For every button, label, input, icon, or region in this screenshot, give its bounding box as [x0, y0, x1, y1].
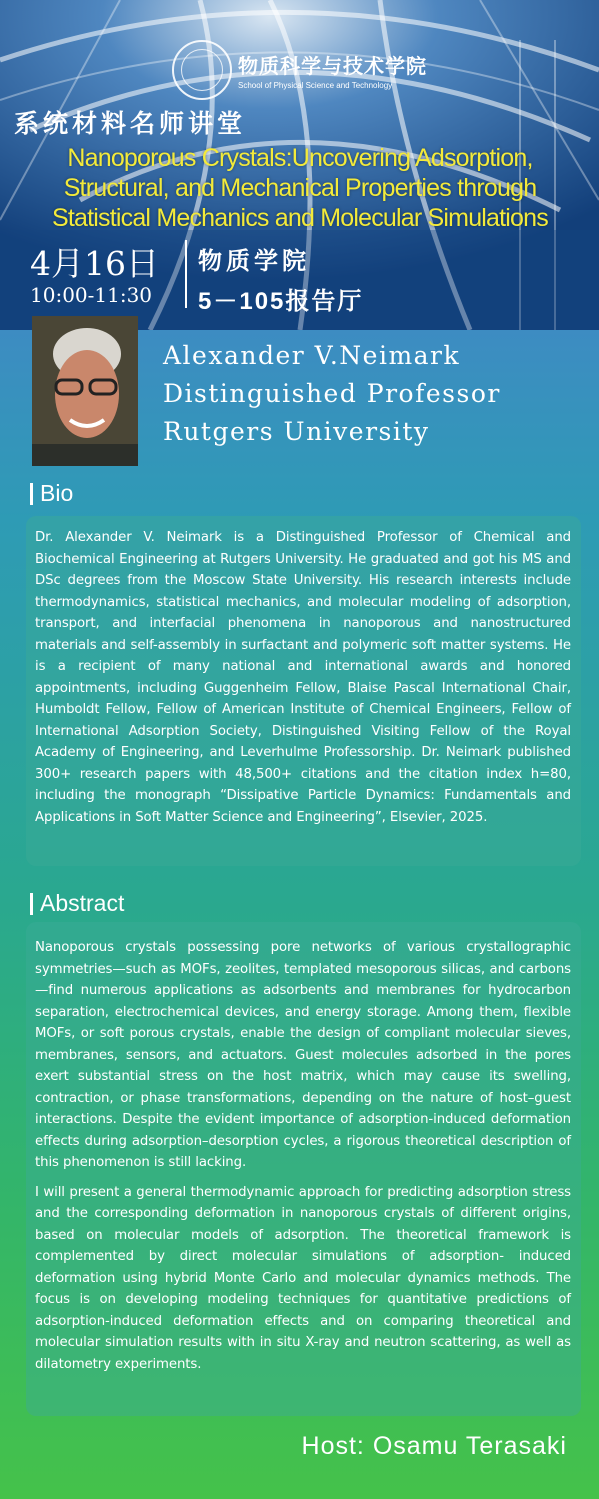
abstract-paragraph-1: Nanoporous crystals possessing pore networks of various crystallographic symmetries—such as MOFs, zeolites, templated mesoporous silicas, and carbons—find numerous applications as adsorbents and membranes for hydrocarbon separation, electrochemical devices, and energy storage. Among them, flexible MOFs, or soft porous crystals, enable the design of compliant molecular sieves, membranes, sensors, and actuators. Guest molecules adsorbed in the pores exert substantial stress on the host matrix, which may cause its swelling, contraction, or phase transformations, depending on the nature of host–guest interactions. Despite the evident importance of adsorption-induced deformation effects during adsorption–desorption cycles, a rigorous theoretical description of this phenomenon is still lacking. [35, 940, 571, 1170]
talk-title: Nanoporous Crystals:Uncovering Adsorption, Structural, and Mechanical Properties through Statistical Mechanics and Molecular Simulations [52, 144, 548, 232]
talk-time: 10:00-11:30 [30, 283, 153, 307]
lecture-series-title: 系统材料名师讲堂 [14, 110, 247, 138]
school-logo [172, 40, 232, 100]
bio-text: Dr. Alexander V. Neimark is a Distinguished Professor of Chemical and Biochemical Engineering at Rutgers University. He graduated and got his MS and DSc degrees from the Moscow State University. His research interests include thermodynamics, statistical mechanics, and molecular modeling of adsorption, transport, and interfacial phenomena in nanoporous and nanostructured materials and self-assembly in surfactant and polymeric soft matter systems. He is a recipient of many national and international awards and honored appointments, including Guggenheim Fellow, Blaise Pascal International Chair, Humboldt Fellow, Fellow of American Institute of Chemical Engineers, Fellow of International Adsorption Society, Distinguished Visiting Fellow of the Royal Academy of Engineering, and Leverhulme Professorship. Dr. Neimark published 300+ research papers with 48,500+ citations and the citation index h=80, including the monograph “Dissipative Particle Dynamics: Fundamentals and Applications in Soft Matter Science and Engineering”, Elsevier, 2025. [35, 530, 571, 825]
talk-date: 4月16日 [30, 244, 159, 283]
bio-heading [30, 480, 73, 507]
host-name: Host: Osamu Terasaki [301, 1432, 567, 1460]
abstract-heading-label: Abstract [40, 890, 125, 916]
venue-building: 物质学院 [198, 248, 310, 275]
bio-heading-label: Bio [40, 480, 74, 506]
hero-banner [0, 0, 599, 330]
speaker-name: Alexander V.Neimark [163, 341, 461, 370]
speaker-photo [32, 316, 138, 466]
abstract-panel [26, 922, 581, 1416]
school-name-cn: 物质科学与技术学院 [238, 54, 427, 78]
venue-room: 5－105报告厅 [198, 288, 364, 315]
school-header [172, 40, 427, 100]
heading-bar [30, 483, 33, 505]
speaker-position: Distinguished Professor [163, 379, 501, 408]
abstract-heading [30, 890, 124, 917]
bio-panel [26, 516, 581, 866]
school-name-en: School of Physical Science and Technology [238, 81, 393, 90]
speaker-affiliation: Rutgers University [163, 417, 430, 446]
abstract-paragraph-2: I will present a general thermodynamic approach for predicting adsorption stress and the corresponding deformation in nanoporous crystals of different origins, based on molecular models of adsorption. The theoretical framework is complemented by direct molecular simulations of adsorption- induced deformation using hybrid Monte Carlo and molecular dynamics methods. The focus is on developing modeling techniques for quantitative predictions of adsorption-induced deformation effects and on comparing theoretical and molecular simulation results with in situ X-ray and neutron scattering, as well as dilatometry experiments. [35, 1184, 571, 1372]
heading-bar [30, 893, 33, 915]
speaker-info [163, 337, 501, 451]
divider-line [185, 240, 187, 308]
